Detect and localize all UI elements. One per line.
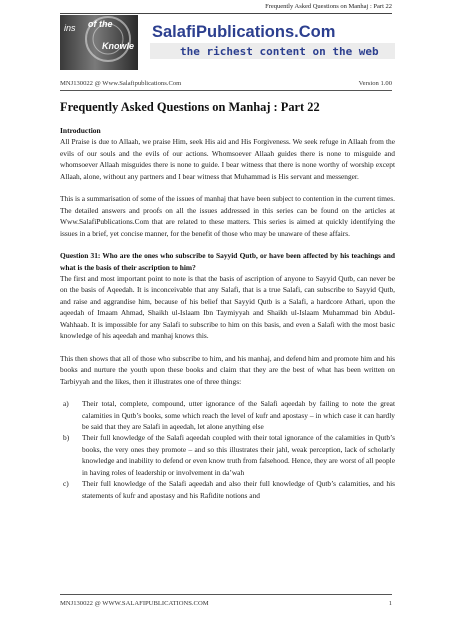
page-title: Frequently Asked Questions on Manhaj : Part 22 [60, 100, 320, 114]
list-item-label: c) [63, 479, 69, 489]
introduction-paragraph-1: All Praise is due to Allaah, we praise Him, seek His aid and His Forgiveness. We seek refuge in Allaah from the evils of our souls and the evils of our actions. Whomsoever Allaah guides there is none to misguide and whomsoever Allaah misguides there is none to guide. I bear witness that there is none worthy of worship except Allaah, alone, without any partners and I bear witness that Muhammad is His servant and messenger. [60, 137, 395, 181]
footer-rule [60, 594, 392, 595]
logo-word-2: of the [88, 19, 113, 29]
question-heading: Question 31: Who are the ones who subscribe to Sayyid Qutb, or have been affected by his teachings and what is the basis of their ascription to him? [60, 251, 395, 272]
introduction-heading: Introduction [60, 126, 101, 135]
logo-word-1: ins [64, 23, 76, 33]
tagline: the richest content on the web [180, 45, 379, 58]
introduction-paragraph-2: This is a summarisation of some of the issues of manhaj that have been subject to contention in the current times. The detailed answers and proofs on all the issues addressed in this series can be found on the articles at Www.SalafiPublications.Com that are related to these matters. This series is aimed at quickly identifying the issues in a brief, yet concise manner, for the benefit of those who may be unaware of these affairs. [60, 194, 395, 238]
footer-document-id: MNJ130022 @ WWW.SALAFIPUBLICATIONS.COM [60, 600, 209, 607]
document-version: Version 1.00 [358, 80, 392, 87]
list-item-text: Their total, complete, compound, utter ignorance of the Salafi aqeedah by failing to note the great calamities in Qutb’s books, some which reach the level of kufr and apostasy – in which case it can hardly be said that they are Salafi in aqeedah, let alone anything else [82, 399, 395, 431]
list-item-text: Their full knowledge of the Salafi aqeedah coupled with their total ignorance of the calamities in Qutb’s books, the very ones they promote – and so this illustrates their jahl, weak perception, lack of scholarly knowledge and inability to defend or even know truth from falsehood. Hence, they are worst of all people in having roles of leadership or involvement in da’wah [82, 433, 395, 477]
header-rule [60, 13, 392, 14]
page-footer [60, 600, 392, 607]
list-item [60, 432, 395, 478]
list-item [60, 398, 395, 432]
list-item-label: a) [63, 399, 69, 409]
document-body [60, 125, 395, 501]
page-number: 1 [388, 600, 392, 607]
document-meta [60, 80, 392, 91]
list-item-text: Their full knowledge of the Salafi aqeedah and also their full knowledge of Qutb’s calamities, and his statements of kufr and apostasy and his Rafidite notions and [82, 479, 395, 500]
document-id: MNJ130022 @ Www.Salafipublications.Com [60, 80, 182, 87]
answer-list [60, 398, 395, 501]
answer-paragraph-2: This then shows that all of those who subscribe to him, and his manhaj, and defend him and promote him and his books and nurture the youth upon these books and claim that they are the best of what has been written on Tarbiyyah and the likes, then it illustrates one of three things: [60, 353, 395, 386]
list-item [60, 478, 395, 501]
site-banner [60, 15, 395, 70]
answer-paragraph-1: The first and most important point to note is that the basis of ascription of anyone to Sayyid Qutb, can never be on the basis of Aqeedah. It is inconceivable that any Salafi, that is a true Salafi, can subscribe to Sayyid Qutb, and raise and aggrandise him, because of his belief that Sayyid Qutb is a Salafi, a hardcore Athari, upon the aqeedah of Imaam Ahmad, Shaikh ul-Islaam Ibn Taymiyyah and Shaikh ul-Islaam Muhammad bin Abdul-Wahhaab. It is impossible for any Salafi to subscribe to him on this basis, and even a Salafi with the most basic knowledge of his aqeedah and manhaj knows this. [60, 273, 395, 341]
logo-word-3: Knowle [102, 41, 135, 51]
list-item-label: b) [63, 433, 70, 443]
running-header: Frequently Asked Questions on Manhaj : Part 22 [265, 3, 392, 10]
banner-graphic [60, 15, 395, 70]
site-name: SalafiPublications.Com [152, 23, 336, 41]
